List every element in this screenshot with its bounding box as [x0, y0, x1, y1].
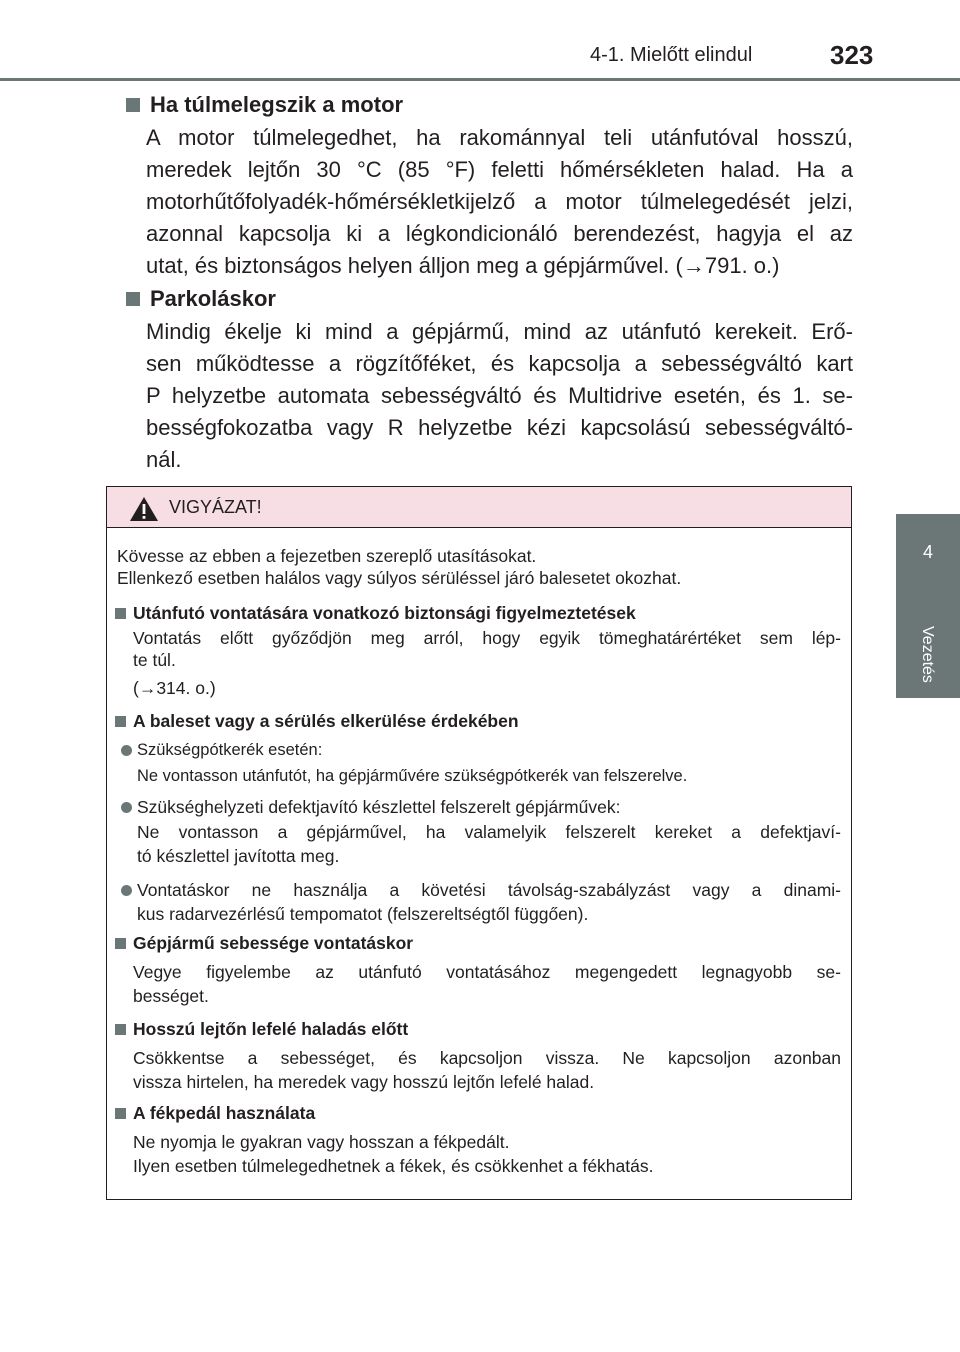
- warning-subheading-accident-avoidance: [111, 711, 519, 732]
- header-section-title: 4-1. Mielőtt elindul: [590, 44, 753, 66]
- header-rule: [0, 78, 960, 81]
- text-line: meredek lejtőn 30 °C (85 °F) feletti hőmérsékleten halad. Ha a: [146, 157, 853, 182]
- warning-header: [107, 487, 851, 528]
- section-title: Parkoláskor: [150, 286, 276, 311]
- text-line: nál.: [146, 447, 182, 472]
- warning-subheading-towing-safety: [111, 603, 636, 624]
- warning-text-line: Ne nyomja le gyakran vagy hosszan a fékpedált.: [133, 1132, 510, 1152]
- text-line: P helyzetbe automata sebességváltó és Multidrive esetén, és 1. se-: [146, 383, 853, 408]
- bullet-text: Szükségpótkerék esetén:: [137, 741, 323, 759]
- warning-intro-line: Kövesse az ebben a fejezetben szereplő utasításokat.: [117, 546, 537, 566]
- warning-box: [106, 486, 852, 1200]
- bullet-item: [121, 797, 620, 818]
- round-bullet-icon: [121, 885, 132, 896]
- warning-text-line: kus radarvezérlésű tempomatot (felszereltségtől függően).: [137, 904, 589, 924]
- warning-subheading-brake-pedal: [111, 1103, 315, 1124]
- section-heading-parking: [126, 286, 276, 312]
- warning-intro-line: Ellenkező esetben halálos vagy súlyos sérüléssel járó balesetet okozhat.: [117, 568, 682, 588]
- chapter-number: 4: [922, 542, 933, 562]
- square-bullet-icon: [115, 608, 126, 619]
- section-body-overheating: [146, 122, 853, 282]
- bullet-item: [121, 741, 322, 760]
- section-body-parking: [146, 316, 853, 476]
- bullet-text: Szükséghelyzeti defektjavító készlettel felszerelt gépjárművek:: [137, 797, 621, 817]
- text-line: Mindig ékelje ki mind a gépjármű, mind az utánfutó kerekeit. Erő-: [146, 319, 853, 344]
- warning-triangle-icon: [129, 496, 159, 522]
- subheading-text: Hosszú lejtőn lefelé haladás előtt: [133, 1019, 409, 1039]
- warning-subheading-speed: [111, 933, 413, 954]
- warning-text-line: Vontatás előtt győződjön meg arról, hogy egyik tömeghatárértéket sem lép-: [133, 628, 841, 648]
- section-title: Ha túlmelegszik a motor: [150, 92, 404, 117]
- square-bullet-icon: [115, 1108, 126, 1119]
- warning-text-line: Csökkentse a sebességet, és kapcsoljon vissza. Ne kapcsoljon azonban: [133, 1048, 841, 1068]
- text-line: bességfokozatba vagy R helyzetbe kézi kapcsolású sebességváltó-: [146, 415, 853, 440]
- square-bullet-icon: [126, 292, 140, 306]
- text-line: sen működtesse a rögzítőféket, és kapcsolja a sebességváltó kart: [146, 351, 853, 376]
- warning-text-line: vissza hirtelen, ha meredek vagy hosszú lejtőn lefelé halad.: [133, 1072, 595, 1092]
- round-bullet-icon: [121, 745, 132, 756]
- square-bullet-icon: [126, 98, 140, 112]
- page-reference: (→314. o.): [133, 678, 216, 698]
- text-line: azonnal kapcsolja ki a légkondicionáló berendezést, hagyja el az: [146, 221, 853, 246]
- warning-text-line: Ilyen esetben túlmelegedhetnek a fékek, és csökkenhet a fékhatás.: [133, 1156, 654, 1176]
- bullet-text: Vontatáskor ne használja a követési távolság-szabályzást vagy a dinami-: [137, 880, 841, 900]
- square-bullet-icon: [115, 938, 126, 949]
- subheading-text: Gépjármű sebessége vontatáskor: [133, 933, 414, 953]
- page-number: 323: [830, 40, 874, 70]
- chapter-side-tab: [896, 514, 960, 698]
- square-bullet-icon: [115, 716, 126, 727]
- subheading-text: A fékpedál használata: [133, 1103, 316, 1123]
- subheading-text: A baleset vagy a sérülés elkerülése érdekében: [133, 711, 519, 731]
- text-line: utat, és biztonságos helyen álljon meg a gépjárművel. (→791. o.): [146, 253, 780, 278]
- warning-text-line: bességet.: [133, 986, 209, 1006]
- bullet-item: [121, 879, 841, 901]
- warning-text-line: Ne vontasson utánfutót, ha gépjárművére szükségpótkerék van felszerelve.: [137, 767, 688, 785]
- section-heading-overheating: [126, 92, 403, 118]
- warning-text-line: Vegye figyelembe az utánfutó vontatásához megengedett legnagyobb se-: [133, 962, 841, 982]
- text-line: A motor túlmelegedhet, ha rakománnyal teli utánfutóval hosszú,: [146, 125, 853, 150]
- warning-subheading-downhill: [111, 1019, 408, 1040]
- warning-text-line: Ne vontasson a gépjárművel, ha valamelyik felszerelt kereket a defektjaví-: [137, 822, 841, 842]
- round-bullet-icon: [121, 802, 132, 813]
- square-bullet-icon: [115, 1024, 126, 1035]
- warning-text-line: te túl.: [133, 650, 176, 670]
- warning-text-line: tó készlettel javította meg.: [137, 846, 340, 866]
- warning-title: VIGYÁZAT!: [169, 497, 262, 517]
- chapter-label: Vezetés: [919, 626, 936, 683]
- text-line: motorhűtőfolyadék-hőmérsékletkijelző a motor túlmelegedését jelzi,: [146, 189, 853, 214]
- subheading-text: Utánfutó vontatására vonatkozó biztonsági figyelmeztetések: [133, 603, 636, 623]
